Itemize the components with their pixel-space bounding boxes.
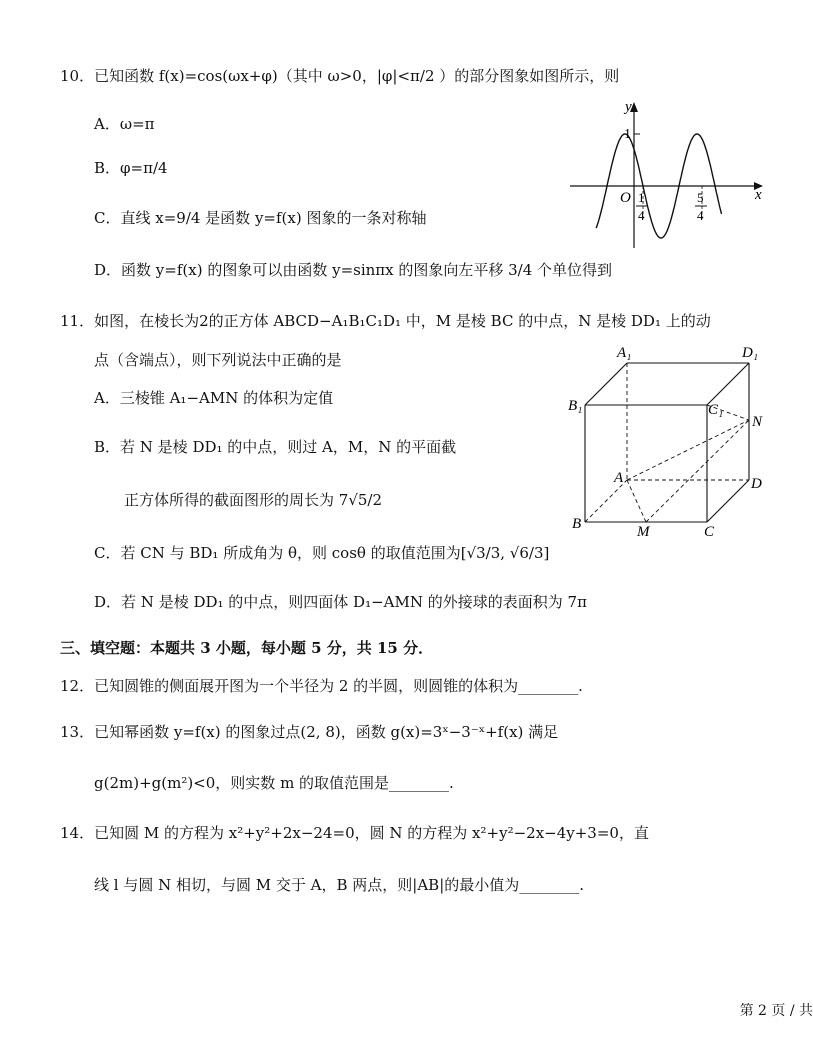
- section3-heading: 三、填空题：本题共 3 小题，每小题 5 分，共 15 分．: [60, 639, 434, 657]
- tick-five-quarter-num: 5: [697, 190, 704, 205]
- q10-stem: 10．已知函数 f(x)=cos(ωx+φ)（其中 ω>0，|φ|<π/2 ）的部分图象如图所示，则: [60, 67, 620, 85]
- q11-stem-line2: 点（含端点），则下列说法中正确的是: [94, 351, 342, 369]
- cube-diagram: [565, 340, 770, 540]
- cosine-graph: [565, 98, 770, 248]
- q11-stem-line1: 11．如图，在棱长为2的正方体 ABCD−A₁B₁C₁D₁ 中，M 是棱 BC 的中点，N 是棱 DD₁ 上的动: [60, 312, 711, 330]
- q12: 12．已知圆锥的侧面展开图为一个半径为 2 的半圆，则圆锥的体积为________.: [60, 677, 583, 695]
- q10-option-c: C．直线 x=9/4 是函数 y=f(x) 图象的一条对称轴: [94, 209, 427, 227]
- q14-line2: 线 l 与圆 N 相切，与圆 M 交于 A，B 两点，则|AB|的最小值为________.: [94, 876, 585, 894]
- origin-label: O: [620, 190, 631, 206]
- cube-label-b1: B₁: [568, 398, 583, 414]
- page-footer: 第 2 页 / 共: [739, 1003, 813, 1019]
- q13-line2: g(2m)+g(m²)<0，则实数 m 的取值范围是________.: [94, 774, 454, 792]
- tick-five-quarter-den: 4: [697, 208, 704, 223]
- cube-label-n: N: [752, 414, 763, 430]
- cube-label-c1: C₁: [708, 402, 724, 418]
- tick-quarter-den: 4: [638, 208, 645, 223]
- cube-label-b: B: [572, 516, 582, 532]
- cube-label-m: M: [637, 524, 650, 540]
- x-axis-label: x: [755, 187, 762, 203]
- cube-label-c: C: [704, 524, 715, 540]
- q10-option-a: A．ω=π: [94, 115, 155, 133]
- y-axis-label: y: [625, 99, 632, 115]
- q11-option-d: D．若 N 是棱 DD₁ 的中点，则四面体 D₁−AMN 的外接球的表面积为 7π: [94, 593, 587, 611]
- q11-option-c: C．若 CN 与 BD₁ 所成角为 θ，则 cosθ 的取值范围为[√3/3, √6/3]: [94, 544, 550, 562]
- cube-label-a1: A₁: [617, 345, 632, 361]
- q11-option-b-line2: 正方体所得的截面图形的周长为 7√5/2: [124, 491, 383, 509]
- q10-option-d: D．函数 y=f(x) 的图象可以由函数 y=sinπx 的图象向左平移 3/4 个单位得到: [94, 261, 613, 279]
- q14-line1: 14．已知圆 M 的方程为 x²+y²+2x−24=0，圆 N 的方程为 x²+y²−2x−4y+3=0，直: [60, 824, 649, 842]
- q11-option-a: A．三棱锥 A₁−AMN 的体积为定值: [94, 389, 334, 407]
- y-one-label: 1: [624, 127, 631, 142]
- tick-quarter-num: 1: [638, 190, 645, 205]
- cube-label-a: A: [614, 470, 624, 486]
- q13-line1: 13．已知幂函数 y=f(x) 的图象过点(2, 8)，函数 g(x)=3ˣ−3⁻ˣ+f(x) 满足: [60, 723, 559, 741]
- q11-option-b-line1: B．若 N 是棱 DD₁ 的中点，则过 A，M，N 的平面截: [94, 438, 457, 456]
- cube-label-d: D: [751, 476, 762, 492]
- cube-label-d1: D₁: [742, 345, 759, 361]
- q10-option-b: B．φ=π/4: [94, 159, 168, 177]
